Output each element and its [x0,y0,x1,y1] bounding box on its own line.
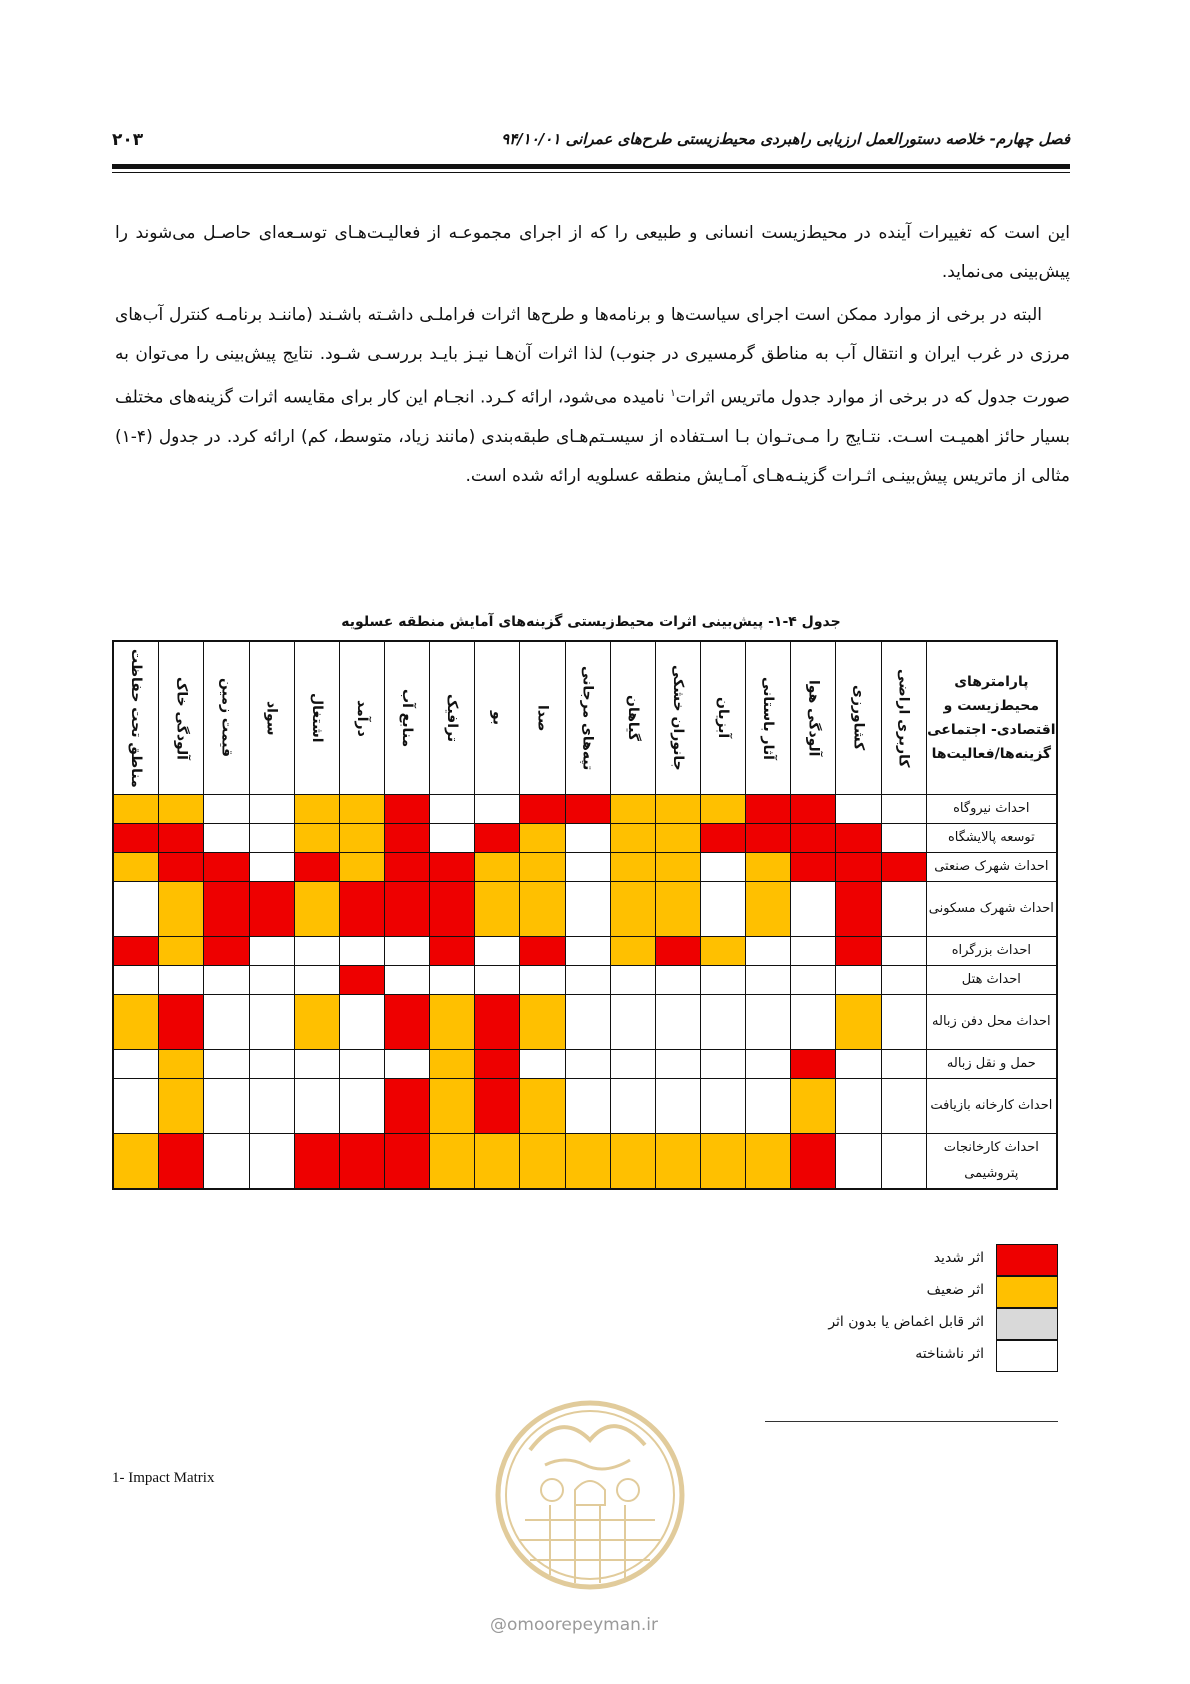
watermark-label: @omoorepeyman.ir [490,1615,659,1635]
impact-cell [385,1050,430,1079]
parameter-header [881,641,926,795]
impact-cell [339,1134,384,1190]
impact-cell [700,824,745,853]
legend-swatch [996,1244,1058,1276]
parameter-label: کاربری اراضی [895,668,912,768]
impact-cell [204,966,249,995]
table-row [113,1050,1057,1079]
impact-cell [655,1134,700,1190]
legend-swatch [996,1340,1058,1372]
impact-cell [430,1079,475,1134]
parameter-label: ترافیک [444,694,461,742]
impact-cell [565,1050,610,1079]
legend-swatch [996,1276,1058,1308]
impact-cell [159,937,204,966]
parameter-label: آلودگی خاک [173,676,190,760]
impact-cell [430,937,475,966]
impact-cell [836,824,881,853]
impact-cell [113,995,159,1050]
impact-cell [746,995,791,1050]
impact-cell [565,882,610,937]
impact-cell [294,882,339,937]
parameter-label: آبزیان [715,697,732,739]
impact-cell [159,882,204,937]
parameter-header [294,641,339,795]
impact-cell [881,1134,926,1190]
footnote-rule [765,1421,1058,1422]
impact-cell [836,1134,881,1190]
impact-cell [475,795,520,824]
parameter-header [339,641,384,795]
impact-cell [204,824,249,853]
impact-cell [836,1050,881,1079]
impact-cell [836,853,881,882]
impact-cell [655,937,700,966]
legend-label: اثر ضعیف [926,1282,984,1298]
impact-cell [475,966,520,995]
impact-cell [881,882,926,937]
impact-cell [881,937,926,966]
parameter-label: صدا [534,704,551,732]
impact-cell [339,1079,384,1134]
impact-cell [204,882,249,937]
impact-cell [700,1050,745,1079]
impact-cell [113,937,159,966]
impact-cell [339,966,384,995]
impact-cell [791,882,836,937]
impact-cell [249,795,294,824]
impact-cell [520,882,565,937]
parameter-header [385,641,430,795]
impact-cell [610,1050,655,1079]
impact-cell [746,966,791,995]
impact-cell [655,1079,700,1134]
impact-cell [249,995,294,1050]
row-label: احداث محل دفن زباله [926,995,1057,1050]
impact-cell [655,824,700,853]
parameter-label: سواد [263,700,280,736]
impact-cell [339,995,384,1050]
footnote: 1- Impact Matrix [112,1470,215,1486]
impact-cell [475,1134,520,1190]
impact-cell [565,853,610,882]
legend-item [650,1244,1058,1276]
impact-cell [791,937,836,966]
impact-cell [294,937,339,966]
paragraph-2 [115,296,1070,496]
impact-cell [430,824,475,853]
impact-cell [520,966,565,995]
impact-cell [746,1079,791,1134]
impact-cell [475,937,520,966]
impact-cell [294,1050,339,1079]
impact-cell [881,995,926,1050]
impact-cell [610,995,655,1050]
impact-cell [881,1079,926,1134]
impact-cell [746,882,791,937]
parameter-header [113,641,159,795]
impact-cell [746,853,791,882]
impact-cell [475,1079,520,1134]
impact-cell [565,995,610,1050]
parameter-header [475,641,520,795]
impact-cell [113,853,159,882]
impact-cell [520,937,565,966]
impact-cell [204,853,249,882]
impact-cell [791,824,836,853]
impact-cell [791,966,836,995]
parameter-header [700,641,745,795]
impact-cell [475,995,520,1050]
impact-cell [113,1079,159,1134]
impact-cell [294,853,339,882]
parameter-header [430,641,475,795]
impact-cell [746,1134,791,1190]
impact-cell [700,1134,745,1190]
impact-cell [339,1050,384,1079]
impact-cell [339,824,384,853]
impact-cell [746,795,791,824]
impact-cell [339,795,384,824]
impact-cell [791,1079,836,1134]
impact-cell [791,995,836,1050]
impact-cell [294,824,339,853]
parameter-label: بو [489,710,506,726]
impact-cell [339,882,384,937]
impact-cell [294,966,339,995]
impact-cell [204,1134,249,1190]
parameter-header [655,641,700,795]
header-rule-thin [112,172,1070,173]
impact-cell [791,853,836,882]
parameter-header [791,641,836,795]
impact-cell [520,995,565,1050]
row-label: توسعه پالایشگاه [926,824,1057,853]
impact-cell [430,966,475,995]
impact-cell [836,795,881,824]
parameter-label: منابع آب [399,688,416,748]
legend-item [650,1308,1058,1340]
table-row [113,853,1057,882]
seal-logo-icon [490,1395,690,1600]
impact-cell [836,937,881,966]
impact-cell [700,1079,745,1134]
impact-cell [610,1079,655,1134]
parameter-header [159,641,204,795]
impact-cell [249,966,294,995]
table-row [113,795,1057,824]
impact-cell [204,1079,249,1134]
impact-cell [159,995,204,1050]
impact-cell [520,1050,565,1079]
impact-cell [700,966,745,995]
parameter-header [746,641,791,795]
impact-cell [249,1134,294,1190]
impact-cell [565,795,610,824]
impact-cell [881,795,926,824]
impact-matrix-table [112,640,1058,1190]
impact-cell [385,795,430,824]
impact-cell [159,1079,204,1134]
impact-cell [700,882,745,937]
impact-cell [836,882,881,937]
impact-cell [610,795,655,824]
impact-cell [159,853,204,882]
row-label: حمل و نقل زباله [926,1050,1057,1079]
impact-cell [610,824,655,853]
impact-cell [385,824,430,853]
impact-cell [700,795,745,824]
impact-cell [385,995,430,1050]
row-label: احداث شهرک صنعتی [926,853,1057,882]
page-number: ۲۰۳ [112,130,144,150]
footnote-marker: ۱ [670,388,676,399]
legend [650,1244,1058,1372]
impact-cell [700,995,745,1050]
impact-cell [339,853,384,882]
impact-cell [565,1079,610,1134]
impact-cell [113,824,159,853]
impact-cell [655,1050,700,1079]
row-label: احداث هتل [926,966,1057,995]
impact-cell [475,882,520,937]
impact-cell [881,824,926,853]
row-label: احداث نیروگاه [926,795,1057,824]
impact-cell [565,937,610,966]
impact-cell [204,995,249,1050]
impact-cell [610,966,655,995]
impact-cell [113,966,159,995]
impact-cell [159,966,204,995]
legend-swatch [996,1308,1058,1340]
impact-cell [113,1134,159,1190]
legend-label: اثر قابل اغماض یا بدون اثر [828,1314,984,1330]
impact-cell [385,882,430,937]
table-body [113,795,1057,1190]
body-text [115,214,1070,496]
impact-cell [159,1134,204,1190]
impact-cell [204,1050,249,1079]
impact-cell [520,795,565,824]
impact-cell [746,1050,791,1079]
impact-cell [610,937,655,966]
impact-cell [610,882,655,937]
parameter-label: گیاهان [624,694,641,742]
impact-cell [294,995,339,1050]
impact-cell [249,853,294,882]
table-header-row [113,641,1057,795]
row-label: احداث کارخانه بازیافت [926,1079,1057,1134]
paragraph-2-part-b: نامیده می‌شود، ارائه کـرد. انجـام این کار برای مقایسه اثرات گزینه‌های مختلف بسیار حائز اهمیـت اسـت. نتـایج را مـی‌تـوان بـا اسـتفاده از سیسـتم‌هـای طبقه‌بندی (مانند زیاد، متوسط، کم) ارائه کرد. در جدول (۴-۱) مثالی از ماتریس پیش‌بینـی اثـرات گزینـه‌هـای آمـایش منطقه عسلویه ارائه شده است. [115,387,1070,486]
impact-cell [294,795,339,824]
impact-cell [520,1134,565,1190]
impact-cell [249,824,294,853]
impact-cell [475,853,520,882]
impact-cell [113,795,159,824]
impact-cell [294,1134,339,1190]
impact-cell [113,882,159,937]
parameter-label: مناطق تحت حفاظت [128,648,145,788]
impact-cell [700,937,745,966]
watermark [490,1615,710,1635]
header-rule-thick [112,164,1070,169]
parameter-label: قیمت زمین [218,678,235,758]
impact-cell [610,1134,655,1190]
parameter-label: آلودگی هوا [805,679,822,757]
table-row [113,937,1057,966]
impact-cell [791,795,836,824]
impact-cell [204,795,249,824]
impact-cell [565,1134,610,1190]
impact-cell [385,853,430,882]
impact-cell [430,795,475,824]
parameter-label: کشاورزی [850,685,867,751]
impact-cell [836,966,881,995]
page-header [112,130,1070,160]
impact-cell [655,966,700,995]
impact-cell [430,1050,475,1079]
parameter-label: جانوران خشکی [669,665,686,771]
impact-cell [565,824,610,853]
table-row [113,882,1057,937]
impact-cell [655,995,700,1050]
parameter-label: درآمد [353,699,370,737]
legend-label: اثر شدید [933,1250,984,1266]
table-caption: جدول ۴-۱- پیش‌بینی اثرات محیط‌زیستی گزینه‌های آمایش منطقه عسلویه [341,614,841,630]
parameter-header [204,641,249,795]
impact-cell [113,1050,159,1079]
table-row [113,1134,1057,1190]
impact-cell [610,853,655,882]
impact-cell [294,1079,339,1134]
parameter-header [520,641,565,795]
impact-cell [430,1134,475,1190]
impact-cell [430,882,475,937]
impact-cell [475,1050,520,1079]
impact-cell [836,995,881,1050]
impact-cell [339,937,384,966]
parameter-header [836,641,881,795]
legend-item [650,1276,1058,1308]
parameter-header [249,641,294,795]
impact-cell [791,1134,836,1190]
row-label: احداث بزرگراه [926,937,1057,966]
impact-cell [249,882,294,937]
impact-cell [249,1050,294,1079]
parameter-header [610,641,655,795]
corner-header: پارامترهای محیط‌زیست و اقتصادی- اجتماعی گزینه‌ها/فعالیت‌ها [926,641,1057,795]
impact-cell [249,1079,294,1134]
impact-cell [520,1079,565,1134]
table-row [113,966,1057,995]
impact-cell [836,1079,881,1134]
parameter-label: تپه‌های مرجانی [579,665,596,771]
chapter-title: فصل چهارم- خلاصه دستورالعمل ارزیابی راهبردی محیط‌زیستی طرح‌های عمرانی ۹۴/۱۰/۰۱ [501,130,1070,148]
impact-cell [385,966,430,995]
impact-cell [791,1050,836,1079]
impact-cell [746,937,791,966]
impact-cell [159,824,204,853]
table-row [113,1079,1057,1134]
parameter-header [565,641,610,795]
impact-cell [159,795,204,824]
impact-cell [430,853,475,882]
impact-cell [430,995,475,1050]
impact-cell [520,853,565,882]
table-row [113,995,1057,1050]
impact-cell [881,1050,926,1079]
impact-cell [249,937,294,966]
parameter-label: آثار باستانی [760,676,777,760]
row-label: احداث کارخانجات پتروشیمی [926,1134,1057,1190]
parameter-label: اشتغال [308,693,325,743]
impact-cell [385,1079,430,1134]
paragraph-2-part-a: البته در برخی از موارد ممکن است اجرای سیاست‌ها و برنامه‌ها و طرح‌ها اثرات فراملـی داشـته باشـند (ماننـد برنامـه کنترل آب‌های مرزی در غرب ایران و انتقال آب به مناطق گرمسیری در جنوب) لذا اثرات آن‌هـا نیـز بایـد بررسـی شـود. نتایج پیش‌بینی را می‌توان به صورت جدول که در برخی از موارد جدول ماتریس اثرات [115,305,1070,408]
impact-cell [881,853,926,882]
paragraph-1: این است که تغییرات آینده در محیط‌زیست انسانی و طبیعی را که از اجرای مجموعـه از فعالیـت‌هـای توسـعه‌ای حاصـل می‌شوند را پیش‌بینی می‌نماید. [115,223,1070,282]
impact-cell [159,1050,204,1079]
legend-label: اثر ناشناخته [915,1346,984,1362]
impact-cell [385,1134,430,1190]
impact-cell [700,853,745,882]
impact-cell [655,795,700,824]
impact-cell [565,966,610,995]
table-row [113,824,1057,853]
impact-cell [746,824,791,853]
impact-cell [520,824,565,853]
impact-cell [385,937,430,966]
impact-cell [655,853,700,882]
legend-item [650,1340,1058,1372]
impact-cell [204,937,249,966]
impact-cell [881,966,926,995]
impact-cell [655,882,700,937]
row-label: احداث شهرک مسکونی [926,882,1057,937]
impact-cell [475,824,520,853]
